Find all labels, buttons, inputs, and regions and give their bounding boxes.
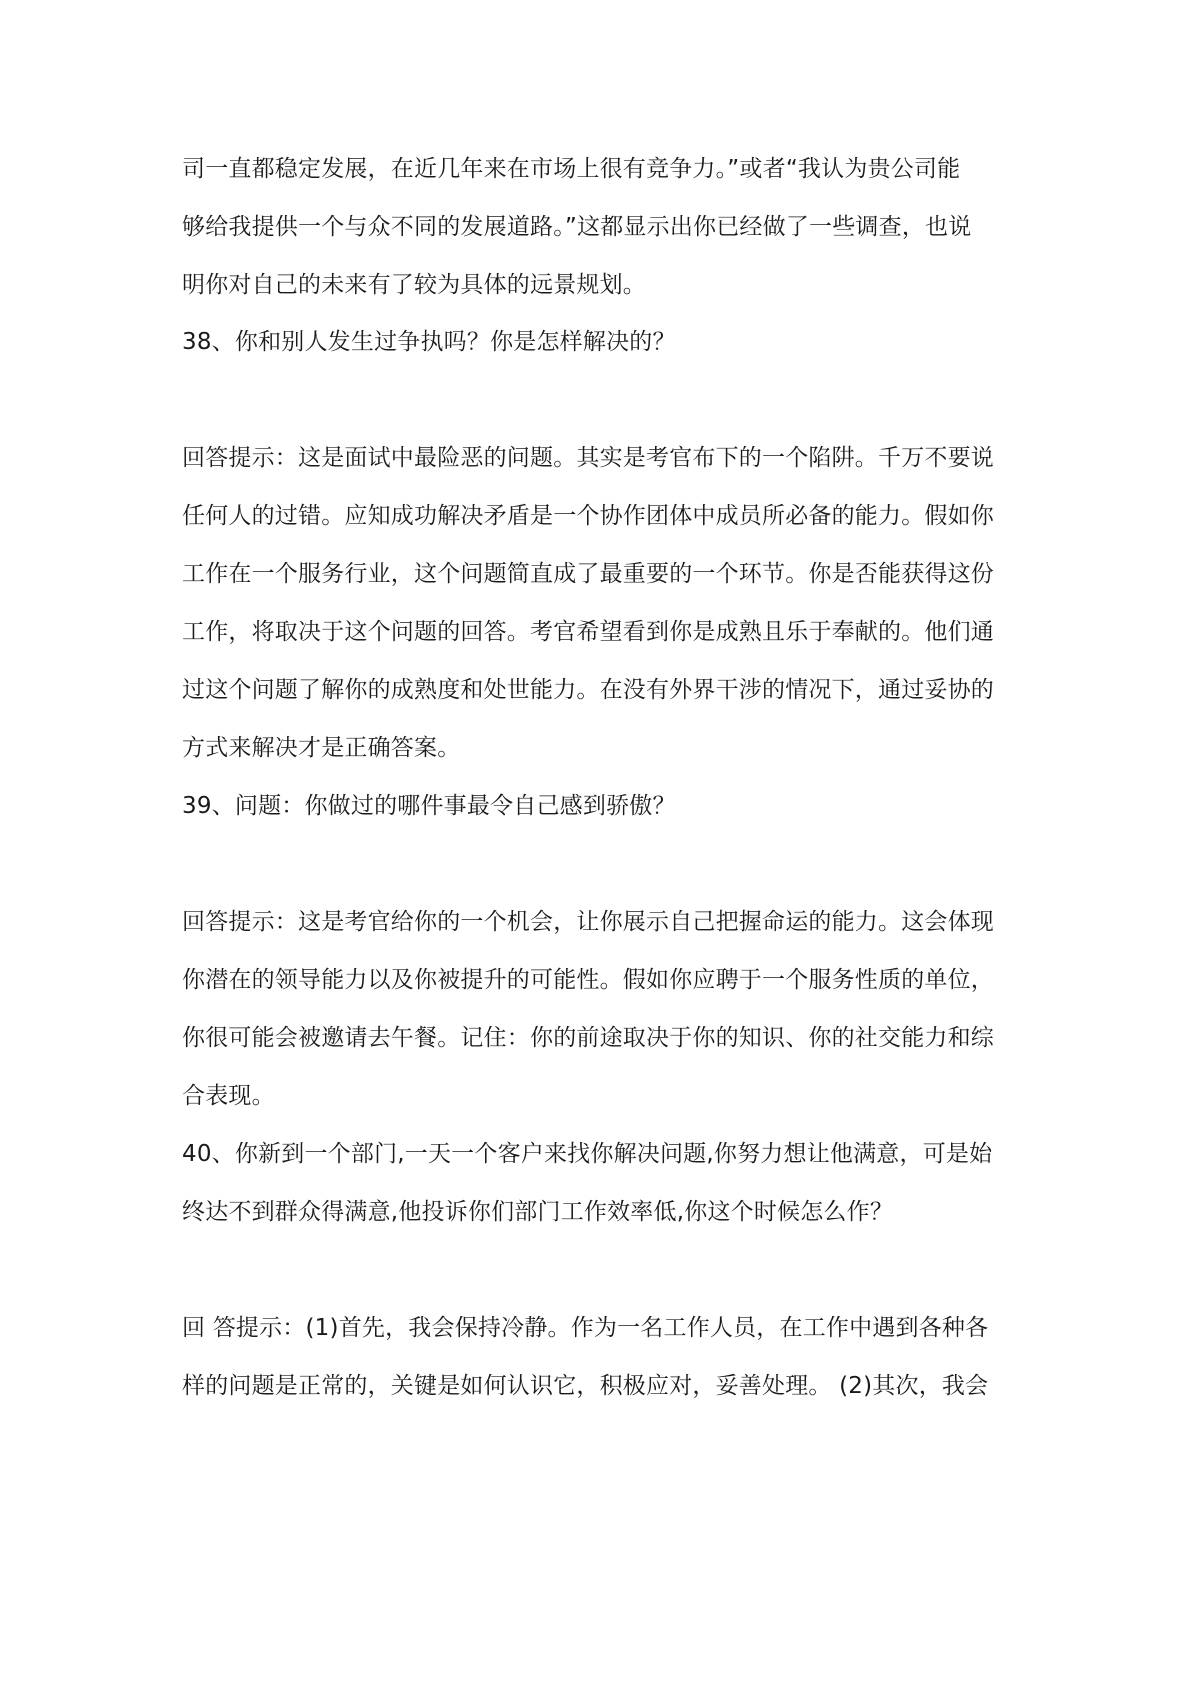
paragraph-line: 任何人的过错。应知成功解决矛盾是一个协作团体中成员所必备的能力。假如你	[182, 503, 994, 529]
question-heading: 40、你新到一个部门,一天一个客户来找你解决问题,你努力想让他满意，可是始	[182, 1141, 993, 1167]
paragraph-line: 你很可能会被邀请去午餐。记住：你的前途取决于你的知识、你的社交能力和综	[182, 1025, 994, 1051]
paragraph-line: 样的问题是正常的，关键是如何认识它，积极应对，妥善处理。 (2)其次，我会	[182, 1373, 989, 1399]
paragraph-line: 合表现。	[182, 1083, 275, 1109]
paragraph-line: 司一直都稳定发展，在近几年来在市场上很有竞争力。”或者“我认为贵公司能	[182, 156, 961, 182]
paragraph-line: 方式来解决才是正确答案。	[182, 735, 461, 761]
paragraph-line: 回 答提示：(1)首先，我会保持冷静。作为一名工作人员，在工作中遇到各种各	[182, 1315, 989, 1341]
paragraph-line: 回答提示：这是考官给你的一个机会，让你展示自己把握命运的能力。这会体现	[182, 909, 994, 935]
paragraph-line: 过这个问题了解你的成熟度和处世能力。在没有外界干涉的情况下，通过妥协的	[182, 677, 994, 703]
paragraph-line: 工作在一个服务行业，这个问题简直成了最重要的一个环节。你是否能获得这份	[182, 561, 994, 587]
paragraph-line: 工作，将取决于这个问题的回答。考官希望看到你是成熟且乐于奉献的。他们通	[182, 619, 994, 645]
question-heading: 终达不到群众得满意,他投诉你们部门工作效率低,你这个时候怎么作？	[182, 1199, 894, 1225]
paragraph-line: 明你对自己的未来有了较为具体的远景规划。	[182, 272, 646, 298]
question-heading: 39、问题：你做过的哪件事最令自己感到骄傲？	[182, 793, 676, 819]
paragraph-line: 够给我提供一个与众不同的发展道路。”这都显示出你已经做了一些调查，也说	[182, 214, 972, 240]
paragraph-line: 回答提示：这是面试中最险恶的问题。其实是考官布下的一个陷阱。千万不要说	[182, 445, 994, 471]
question-heading: 38、你和别人发生过争执吗？你是怎样解决的？	[182, 329, 676, 355]
paragraph-line: 你潜在的领导能力以及你被提升的可能性。假如你应聘于一个服务性质的单位，	[182, 967, 994, 993]
